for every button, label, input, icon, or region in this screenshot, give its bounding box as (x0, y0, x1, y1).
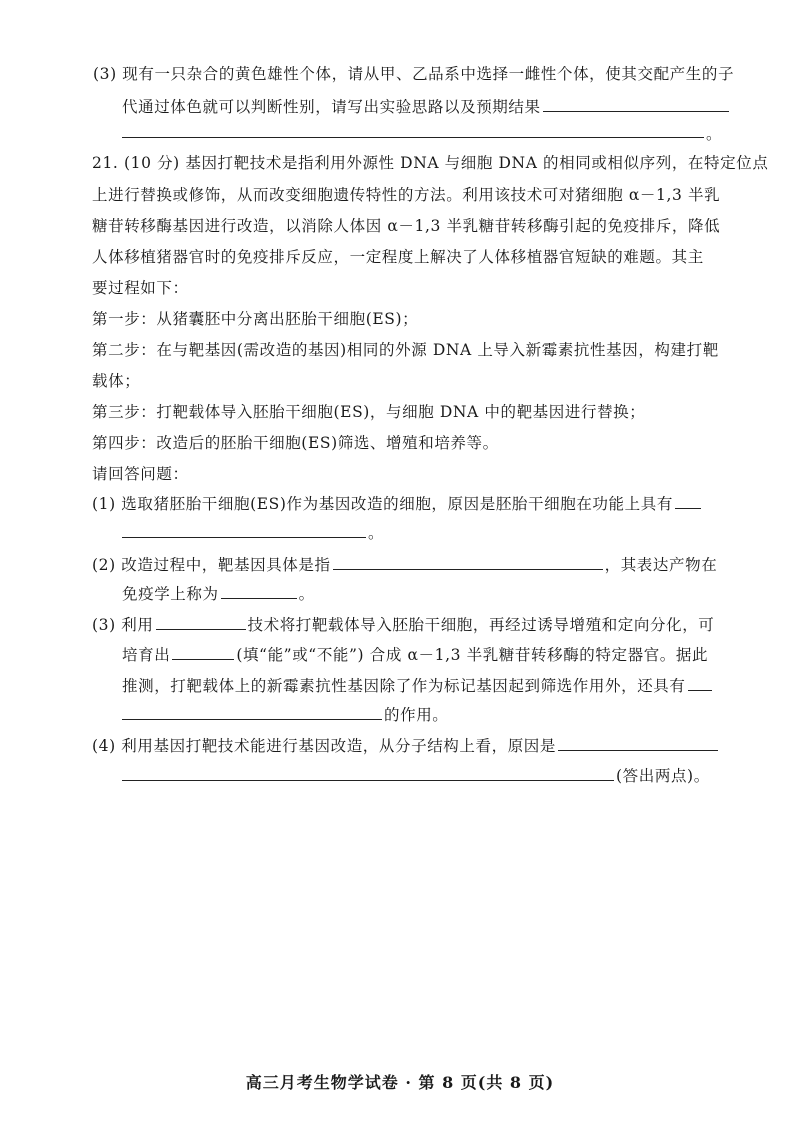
sub4-line1 (92, 734, 720, 757)
sub2-text-c: 免疫学上称为 (122, 585, 219, 603)
sub2-text-a: 改造过程中，靶基因具体是指 (121, 556, 331, 574)
sub3-text-a: 利用 (121, 616, 154, 634)
sub4-blank-2[interactable] (122, 764, 614, 781)
sub2-line1 (92, 553, 717, 576)
page-footer: 高三月考生物学试卷 · 第 8 页(共 8 页) (245, 1073, 555, 1092)
q21-step2-line1: 第二步：在与靶基因(需改造的基因)相同的外源 DNA 上导入新霉素抗性基因，构建打靶 (92, 341, 719, 359)
sub4-text-a: 利用基因打靶技术能进行基因改造，从分子结构上看，原因是 (121, 737, 556, 755)
q21-step1: 第一步：从猪囊胚中分离出胚胎干细胞(ES)； (92, 310, 419, 328)
sub3-text-b: 技术将打靶载体导入胚胎干细胞，再经过诱导增殖和定向分化，可 (247, 616, 715, 634)
sub3-text-d: (填“能”或“不能”) 合成 α－1,3 半乳糖苷转移酶的特定器官。据此 (236, 646, 709, 664)
q21-step3: 第三步：打靶载体导入胚胎干细胞(ES)，与细胞 DNA 中的靶基因进行替换； (92, 403, 646, 421)
sub1-label: (1) (92, 495, 116, 513)
sub2-label: (2) (92, 556, 116, 574)
sub2-text-b: ，其表达产物在 (604, 556, 718, 574)
sub3-line2 (122, 643, 708, 666)
q20-3-end: 。 (706, 125, 723, 143)
answer-blank[interactable] (543, 95, 729, 112)
q20-3-line2-text: 代通过体色就可以判断性别，请写出实验思路以及预期结果 (122, 98, 541, 116)
sub3-line3 (122, 674, 714, 697)
q21-prompt: 请回答问题： (92, 465, 189, 483)
q21-intro-line4: 人体移植猪器官时的免疫排斥反应，一定程度上解决了人体移植器官短缺的难题。其主 (92, 248, 704, 266)
q21-intro-line5: 要过程如下： (92, 279, 189, 297)
sub3-line1 (92, 613, 714, 636)
q21-intro-line2: 上进行替换或修饰，从而改变细胞遗传特性的方法。利用该技术可对猪细胞 α－1,3 半乳 (92, 186, 721, 204)
sub2-blank-1[interactable] (333, 553, 603, 570)
sub1-blank-2[interactable] (122, 521, 366, 538)
q21-intro-line3: 糖苷转移酶基因进行改造，以消除人体因 α－1,3 半乳糖苷转移酶引起的免疫排斥，降低 (92, 217, 721, 235)
sub1-line1 (92, 492, 703, 515)
sub4-blank-1[interactable] (558, 734, 718, 751)
sub3-blank-3[interactable] (688, 674, 712, 691)
sub1-line2 (122, 521, 384, 544)
sub4-label: (4) (92, 737, 116, 755)
sub2-end: 。 (298, 585, 315, 603)
sub3-blank-1[interactable] (156, 613, 246, 630)
sub1-text: 选取猪胚胎干细胞(ES)作为基因改造的细胞，原因是胚胎干细胞在功能上具有 (121, 495, 673, 513)
answer-line[interactable] (122, 137, 704, 138)
q21-intro-line1: 21. (10 分) 基因打靶技术是指利用外源性 DNA 与细胞 DNA 的相同或相似序列，在特定位点 (92, 154, 769, 172)
q21-step4: 第四步：改造后的胚胎干细胞(ES)筛选、增殖和培养等。 (92, 434, 499, 452)
q20-3-line2 (122, 95, 731, 118)
sub3-label: (3) (92, 616, 116, 634)
sub1-blank[interactable] (675, 492, 701, 509)
sub1-end: 。 (368, 524, 385, 542)
sub3-line4 (122, 703, 448, 726)
sub2-blank-2[interactable] (221, 582, 297, 599)
sub4-line2 (122, 764, 710, 787)
sub3-text-c: 培育出 (122, 646, 171, 664)
q21-step2-line2: 载体； (92, 372, 141, 390)
q20-3-line1: (3) 现有一只杂合的黄色雄性个体，请从甲、乙品系中选择一雌性个体，使其交配产生的子 (93, 65, 735, 83)
sub3-blank-4[interactable] (122, 703, 382, 720)
sub2-line2 (122, 582, 315, 605)
sub4-text-b: (答出两点)。 (616, 767, 710, 785)
sub3-text-e: 推测，打靶载体上的新霉素抗性基因除了作为标记基因起到筛选作用外，还具有 (122, 677, 686, 695)
sub3-text-f: 的作用。 (384, 706, 449, 724)
sub3-blank-2[interactable] (172, 643, 234, 660)
